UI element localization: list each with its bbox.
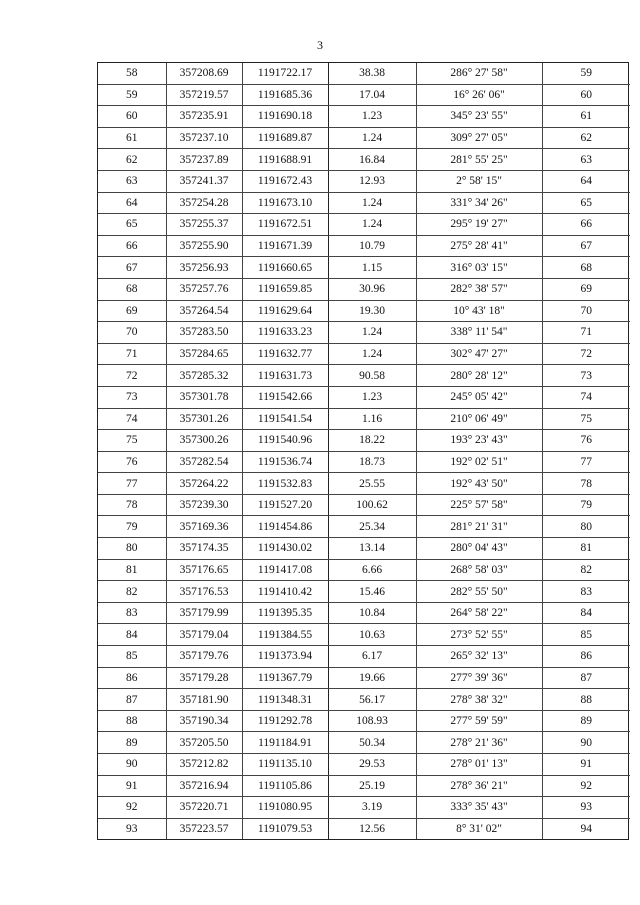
table-row: [98, 710, 630, 732]
table-body: [98, 63, 630, 839]
bearing-cell: 309° 27' 05": [416, 127, 542, 149]
y-coordinate-cell: 1191689.87: [242, 127, 328, 149]
distance-cell: 38.38: [328, 63, 416, 84]
table-row: [98, 646, 630, 668]
table-row: [98, 451, 630, 473]
point-number-cell: 84: [98, 624, 166, 646]
y-coordinate-cell: 1191348.31: [242, 689, 328, 711]
distance-cell: 1.24: [328, 127, 416, 149]
next-point-cell: 89: [542, 710, 630, 732]
distance-cell: 3.19: [328, 797, 416, 819]
next-point-cell: 60: [542, 84, 630, 106]
y-coordinate-cell: 1191631.73: [242, 365, 328, 387]
next-point-cell: 66: [542, 214, 630, 236]
distance-cell: 13.14: [328, 538, 416, 560]
point-number-cell: 70: [98, 322, 166, 344]
x-coordinate-cell: 357179.04: [166, 624, 242, 646]
next-point-cell: 92: [542, 775, 630, 797]
x-coordinate-cell: 357255.37: [166, 214, 242, 236]
bearing-cell: 278° 01' 13": [416, 754, 542, 776]
table-row: [98, 732, 630, 754]
x-coordinate-cell: 357219.57: [166, 84, 242, 106]
distance-cell: 1.23: [328, 386, 416, 408]
distance-cell: 1.23: [328, 106, 416, 128]
point-number-cell: 93: [98, 818, 166, 839]
next-point-cell: 85: [542, 624, 630, 646]
table-row: [98, 365, 630, 387]
bearing-cell: 278° 38' 32": [416, 689, 542, 711]
y-coordinate-cell: 1191184.91: [242, 732, 328, 754]
y-coordinate-cell: 1191690.18: [242, 106, 328, 128]
x-coordinate-cell: 357256.93: [166, 257, 242, 279]
point-number-cell: 81: [98, 559, 166, 581]
next-point-cell: 86: [542, 646, 630, 668]
bearing-cell: 275° 28' 41": [416, 235, 542, 257]
bearing-cell: 295° 19' 27": [416, 214, 542, 236]
y-coordinate-cell: 1191536.74: [242, 451, 328, 473]
point-number-cell: 59: [98, 84, 166, 106]
next-point-cell: 83: [542, 581, 630, 603]
distance-cell: 1.24: [328, 192, 416, 214]
bearing-cell: 225° 57' 58": [416, 494, 542, 516]
y-coordinate-cell: 1191673.10: [242, 192, 328, 214]
y-coordinate-cell: 1191722.17: [242, 63, 328, 84]
table-row: [98, 494, 630, 516]
y-coordinate-cell: 1191671.39: [242, 235, 328, 257]
bearing-cell: 280° 28' 12": [416, 365, 542, 387]
point-number-cell: 66: [98, 235, 166, 257]
point-number-cell: 78: [98, 494, 166, 516]
distance-cell: 19.30: [328, 300, 416, 322]
bearing-cell: 268° 58' 03": [416, 559, 542, 581]
y-coordinate-cell: 1191633.23: [242, 322, 328, 344]
table-row: [98, 516, 630, 538]
y-coordinate-cell: 1191417.08: [242, 559, 328, 581]
next-point-cell: 73: [542, 365, 630, 387]
bearing-cell: 280° 04' 43": [416, 538, 542, 560]
page-number: 3: [317, 38, 323, 52]
x-coordinate-cell: 357208.69: [166, 63, 242, 84]
table-row: [98, 667, 630, 689]
point-number-cell: 90: [98, 754, 166, 776]
distance-cell: 6.66: [328, 559, 416, 581]
table-row: [98, 430, 630, 452]
distance-cell: 1.24: [328, 214, 416, 236]
table-row: [98, 818, 630, 839]
table-row: [98, 170, 630, 192]
point-number-cell: 64: [98, 192, 166, 214]
point-number-cell: 89: [98, 732, 166, 754]
y-coordinate-cell: 1191373.94: [242, 646, 328, 668]
y-coordinate-cell: 1191430.02: [242, 538, 328, 560]
next-point-cell: 84: [542, 602, 630, 624]
next-point-cell: 88: [542, 689, 630, 711]
x-coordinate-cell: 357301.78: [166, 386, 242, 408]
distance-cell: 18.73: [328, 451, 416, 473]
coordinates-table: [97, 62, 629, 840]
distance-cell: 15.46: [328, 581, 416, 603]
point-number-cell: 60: [98, 106, 166, 128]
point-number-cell: 69: [98, 300, 166, 322]
y-coordinate-cell: 1191527.20: [242, 494, 328, 516]
x-coordinate-cell: 357176.53: [166, 581, 242, 603]
bearing-cell: 282° 55' 50": [416, 581, 542, 603]
y-coordinate-cell: 1191384.55: [242, 624, 328, 646]
distance-cell: 12.93: [328, 170, 416, 192]
distance-cell: 25.55: [328, 473, 416, 495]
next-point-cell: 70: [542, 300, 630, 322]
bearing-cell: 333° 35' 43": [416, 797, 542, 819]
y-coordinate-cell: 1191292.78: [242, 710, 328, 732]
table-row: [98, 775, 630, 797]
distance-cell: 19.66: [328, 667, 416, 689]
next-point-cell: 74: [542, 386, 630, 408]
x-coordinate-cell: 357254.28: [166, 192, 242, 214]
table-row: [98, 386, 630, 408]
bearing-cell: 281° 55' 25": [416, 149, 542, 171]
next-point-cell: 65: [542, 192, 630, 214]
point-number-cell: 62: [98, 149, 166, 171]
next-point-cell: 87: [542, 667, 630, 689]
next-point-cell: 81: [542, 538, 630, 560]
distance-cell: 90.58: [328, 365, 416, 387]
table-row: [98, 538, 630, 560]
x-coordinate-cell: 357285.32: [166, 365, 242, 387]
x-coordinate-cell: 357181.90: [166, 689, 242, 711]
y-coordinate-cell: 1191454.86: [242, 516, 328, 538]
table-row: [98, 235, 630, 257]
bearing-cell: 264° 58' 22": [416, 602, 542, 624]
next-point-cell: 94: [542, 818, 630, 839]
bearing-cell: 331° 34' 26": [416, 192, 542, 214]
x-coordinate-cell: 357223.57: [166, 818, 242, 839]
point-number-cell: 79: [98, 516, 166, 538]
point-number-cell: 61: [98, 127, 166, 149]
table-row: [98, 797, 630, 819]
point-number-cell: 92: [98, 797, 166, 819]
distance-cell: 25.19: [328, 775, 416, 797]
point-number-cell: 71: [98, 343, 166, 365]
table-row: [98, 602, 630, 624]
bearing-cell: 345° 23' 55": [416, 106, 542, 128]
table-row: [98, 754, 630, 776]
point-number-cell: 83: [98, 602, 166, 624]
next-point-cell: 76: [542, 430, 630, 452]
y-coordinate-cell: 1191410.42: [242, 581, 328, 603]
distance-cell: 56.17: [328, 689, 416, 711]
next-point-cell: 64: [542, 170, 630, 192]
x-coordinate-cell: 357255.90: [166, 235, 242, 257]
x-coordinate-cell: 357179.76: [166, 646, 242, 668]
next-point-cell: 77: [542, 451, 630, 473]
point-number-cell: 72: [98, 365, 166, 387]
x-coordinate-cell: 357264.22: [166, 473, 242, 495]
bearing-cell: 16° 26' 06": [416, 84, 542, 106]
point-number-cell: 74: [98, 408, 166, 430]
x-coordinate-cell: 357235.91: [166, 106, 242, 128]
bearing-cell: 338° 11' 54": [416, 322, 542, 344]
table-row: [98, 106, 630, 128]
table-row: [98, 408, 630, 430]
bearing-cell: 281° 21' 31": [416, 516, 542, 538]
y-coordinate-cell: 1191685.36: [242, 84, 328, 106]
next-point-cell: 67: [542, 235, 630, 257]
next-point-cell: 69: [542, 278, 630, 300]
point-number-cell: 63: [98, 170, 166, 192]
distance-cell: 16.84: [328, 149, 416, 171]
x-coordinate-cell: 357190.34: [166, 710, 242, 732]
x-coordinate-cell: 357176.65: [166, 559, 242, 581]
table-row: [98, 127, 630, 149]
distance-cell: 10.63: [328, 624, 416, 646]
bearing-cell: 277° 39' 36": [416, 667, 542, 689]
x-coordinate-cell: 357301.26: [166, 408, 242, 430]
next-point-cell: 71: [542, 322, 630, 344]
x-coordinate-cell: 357237.89: [166, 149, 242, 171]
x-coordinate-cell: 357179.28: [166, 667, 242, 689]
point-number-cell: 76: [98, 451, 166, 473]
table-row: [98, 278, 630, 300]
x-coordinate-cell: 357237.10: [166, 127, 242, 149]
distance-cell: 100.62: [328, 494, 416, 516]
next-point-cell: 90: [542, 732, 630, 754]
y-coordinate-cell: 1191541.54: [242, 408, 328, 430]
y-coordinate-cell: 1191672.51: [242, 214, 328, 236]
next-point-cell: 61: [542, 106, 630, 128]
distance-cell: 1.24: [328, 343, 416, 365]
bearing-cell: 273° 52' 55": [416, 624, 542, 646]
distance-cell: 108.93: [328, 710, 416, 732]
bearing-cell: 210° 06' 49": [416, 408, 542, 430]
x-coordinate-cell: 357169.36: [166, 516, 242, 538]
distance-cell: 1.15: [328, 257, 416, 279]
bearing-cell: 10° 43' 18": [416, 300, 542, 322]
table-row: [98, 343, 630, 365]
distance-cell: 12.56: [328, 818, 416, 839]
y-coordinate-cell: 1191367.79: [242, 667, 328, 689]
y-coordinate-cell: 1191105.86: [242, 775, 328, 797]
table-row: [98, 84, 630, 106]
point-number-cell: 67: [98, 257, 166, 279]
point-number-cell: 86: [98, 667, 166, 689]
point-number-cell: 75: [98, 430, 166, 452]
y-coordinate-cell: 1191660.65: [242, 257, 328, 279]
next-point-cell: 79: [542, 494, 630, 516]
next-point-cell: 93: [542, 797, 630, 819]
x-coordinate-cell: 357239.30: [166, 494, 242, 516]
point-number-cell: 91: [98, 775, 166, 797]
x-coordinate-cell: 357174.35: [166, 538, 242, 560]
bearing-cell: 316° 03' 15": [416, 257, 542, 279]
distance-cell: 29.53: [328, 754, 416, 776]
bearing-cell: 302° 47' 27": [416, 343, 542, 365]
y-coordinate-cell: 1191135.10: [242, 754, 328, 776]
point-number-cell: 82: [98, 581, 166, 603]
bearing-cell: 278° 36' 21": [416, 775, 542, 797]
next-point-cell: 91: [542, 754, 630, 776]
next-point-cell: 82: [542, 559, 630, 581]
y-coordinate-cell: 1191659.85: [242, 278, 328, 300]
x-coordinate-cell: 357257.76: [166, 278, 242, 300]
distance-cell: 50.34: [328, 732, 416, 754]
table-row: [98, 257, 630, 279]
y-coordinate-cell: 1191629.64: [242, 300, 328, 322]
y-coordinate-cell: 1191688.91: [242, 149, 328, 171]
bearing-cell: 265° 32' 13": [416, 646, 542, 668]
next-point-cell: 78: [542, 473, 630, 495]
point-number-cell: 65: [98, 214, 166, 236]
distance-cell: 18.22: [328, 430, 416, 452]
table-row: [98, 214, 630, 236]
bearing-cell: 192° 02' 51": [416, 451, 542, 473]
bearing-cell: 2° 58' 15": [416, 170, 542, 192]
y-coordinate-cell: 1191395.35: [242, 602, 328, 624]
next-point-cell: 63: [542, 149, 630, 171]
distance-cell: 1.24: [328, 322, 416, 344]
point-number-cell: 77: [98, 473, 166, 495]
x-coordinate-cell: 357284.65: [166, 343, 242, 365]
x-coordinate-cell: 357179.99: [166, 602, 242, 624]
point-number-cell: 73: [98, 386, 166, 408]
x-coordinate-cell: 357283.50: [166, 322, 242, 344]
bearing-cell: 193° 23' 43": [416, 430, 542, 452]
point-number-cell: 85: [98, 646, 166, 668]
y-coordinate-cell: 1191632.77: [242, 343, 328, 365]
point-number-cell: 80: [98, 538, 166, 560]
table-row: [98, 192, 630, 214]
table-row: [98, 689, 630, 711]
distance-cell: 17.04: [328, 84, 416, 106]
table-row: [98, 473, 630, 495]
y-coordinate-cell: 1191672.43: [242, 170, 328, 192]
x-coordinate-cell: 357220.71: [166, 797, 242, 819]
bearing-cell: 245° 05' 42": [416, 386, 542, 408]
point-number-cell: 87: [98, 689, 166, 711]
x-coordinate-cell: 357282.54: [166, 451, 242, 473]
bearing-cell: 192° 43' 50": [416, 473, 542, 495]
next-point-cell: 75: [542, 408, 630, 430]
next-point-cell: 62: [542, 127, 630, 149]
bearing-cell: 286° 27' 58": [416, 63, 542, 84]
y-coordinate-cell: 1191542.66: [242, 386, 328, 408]
bearing-cell: 278° 21' 36": [416, 732, 542, 754]
y-coordinate-cell: 1191532.83: [242, 473, 328, 495]
next-point-cell: 68: [542, 257, 630, 279]
distance-cell: 30.96: [328, 278, 416, 300]
distance-cell: 6.17: [328, 646, 416, 668]
x-coordinate-cell: 357264.54: [166, 300, 242, 322]
next-point-cell: 72: [542, 343, 630, 365]
y-coordinate-cell: 1191079.53: [242, 818, 328, 839]
bearing-cell: 282° 38' 57": [416, 278, 542, 300]
table-row: [98, 300, 630, 322]
point-number-cell: 58: [98, 63, 166, 84]
distance-cell: 25.34: [328, 516, 416, 538]
point-number-cell: 88: [98, 710, 166, 732]
table-row: [98, 149, 630, 171]
x-coordinate-cell: 357216.94: [166, 775, 242, 797]
y-coordinate-cell: 1191080.95: [242, 797, 328, 819]
bearing-cell: 8° 31' 02": [416, 818, 542, 839]
x-coordinate-cell: 357300.26: [166, 430, 242, 452]
table-row: [98, 581, 630, 603]
x-coordinate-cell: 357241.37: [166, 170, 242, 192]
x-coordinate-cell: 357205.50: [166, 732, 242, 754]
distance-cell: 10.79: [328, 235, 416, 257]
next-point-cell: 59: [542, 63, 630, 84]
table-row: [98, 559, 630, 581]
distance-cell: 10.84: [328, 602, 416, 624]
table-row: [98, 63, 630, 84]
point-number-cell: 68: [98, 278, 166, 300]
table-row: [98, 624, 630, 646]
x-coordinate-cell: 357212.82: [166, 754, 242, 776]
distance-cell: 1.16: [328, 408, 416, 430]
table-row: [98, 322, 630, 344]
y-coordinate-cell: 1191540.96: [242, 430, 328, 452]
bearing-cell: 277° 59' 59": [416, 710, 542, 732]
next-point-cell: 80: [542, 516, 630, 538]
